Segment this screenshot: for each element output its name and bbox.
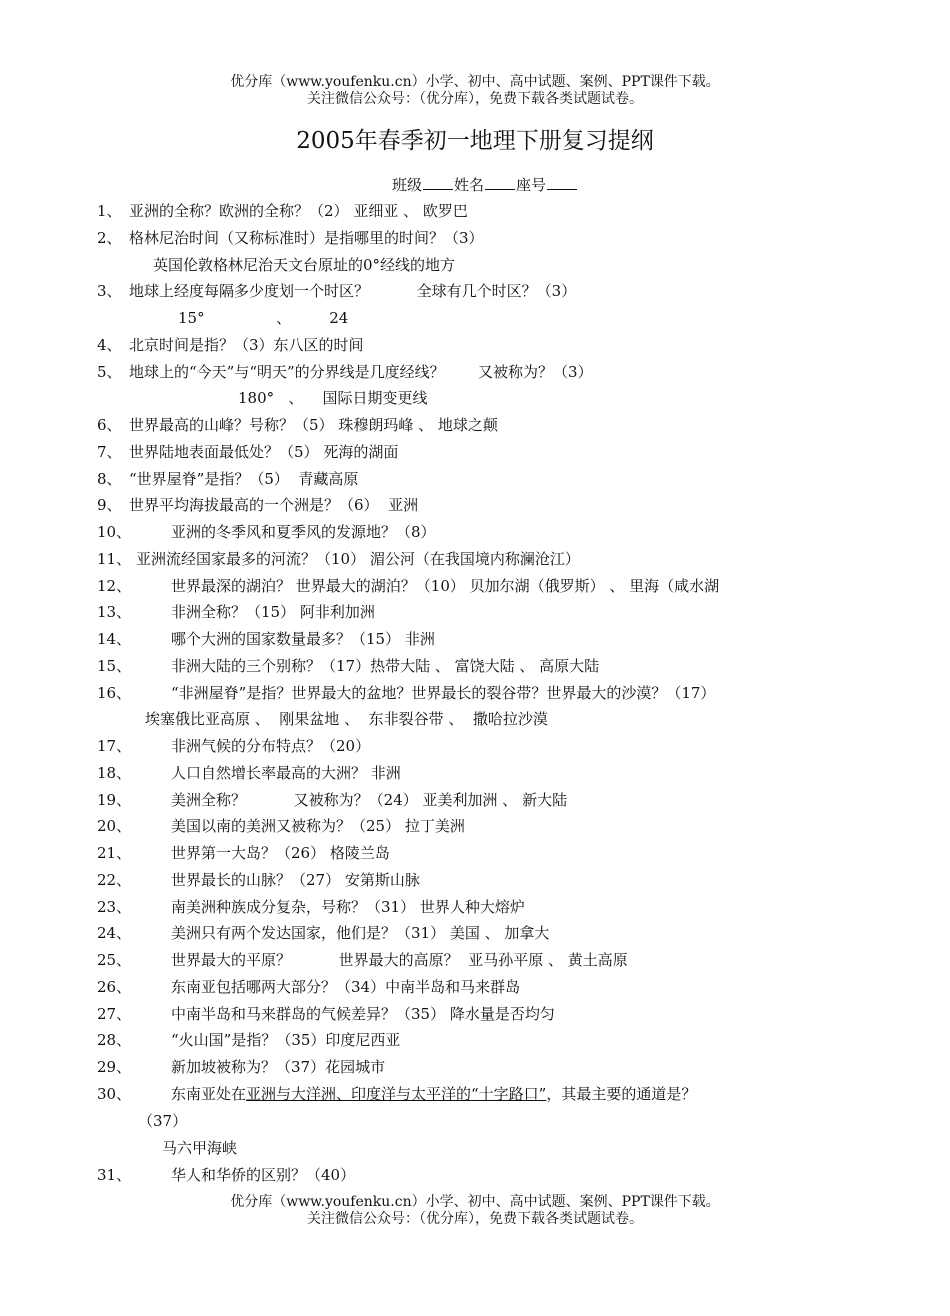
question-number: 1、 bbox=[97, 202, 122, 220]
question-number: 22、 bbox=[97, 870, 132, 889]
question-text: 世界平均海拔最高的一个洲是？（6） 亚洲 bbox=[129, 496, 419, 515]
seat-blank bbox=[547, 175, 577, 190]
question-text: 世界最长的山脉？（27） 安第斯山脉 bbox=[171, 870, 420, 889]
question-number: 21、 bbox=[97, 844, 132, 862]
footer-line-2: 关注微信公众号：（优分库），免费下载各类试题试卷。 bbox=[307, 1211, 643, 1227]
question-number: 16、 bbox=[97, 683, 132, 702]
question-text: 世界最大的平原？ 世界最大的高原？ 亚马孙平原 、 黄土高原 bbox=[171, 951, 628, 969]
question-text-post: ，其最主要的通道是？ bbox=[546, 1085, 697, 1103]
question-number: 12、 bbox=[97, 576, 132, 595]
question-text: 地球上经度每隔多少度划一个时区？ 全球有几个时区？（3） bbox=[129, 282, 577, 301]
question-text: 亚洲的全称？欧洲的全称？（2） 亚细亚 、 欧罗巴 bbox=[129, 202, 468, 220]
question-number: 10、 bbox=[97, 523, 132, 541]
question-text: 世界最深的湖泊？ 世界最大的湖泊？（10） 贝加尔湖（俄罗斯） 、 里海（咸水湖 bbox=[171, 576, 720, 595]
question-number: 11、 bbox=[97, 549, 132, 568]
question-text: 哪个大洲的国家数量最多？（15） 非洲 bbox=[171, 630, 435, 648]
question-number: 9、 bbox=[97, 496, 122, 515]
question-number: 28、 bbox=[97, 1031, 132, 1050]
question-number: 20、 bbox=[97, 817, 132, 836]
answer-text: 英国伦敦格林尼治天文台原址的0°经线的地方 bbox=[153, 255, 456, 274]
question-text: 美洲只有两个发达国家，他们是？（31） 美国 、 加拿大 bbox=[171, 924, 550, 943]
question-text: 非洲全称？（15） 阿非利加洲 bbox=[171, 603, 375, 622]
question-text: 中南半岛和马来群岛的气候差异？（35） 降水量是否均匀 bbox=[171, 1004, 555, 1023]
header-line-2: 关注微信公众号：（优分库），免费下载各类试题试卷。 bbox=[307, 91, 643, 107]
question-number: 6、 bbox=[97, 416, 122, 434]
answer-text: 埃塞俄比亚高原 、 刚果盆地 、 东非裂谷带 、 撒哈拉沙漠 bbox=[145, 710, 548, 729]
footer-line-1: 优分库（www.youfenku.cn）小学、初中、高中试题、案例、PPT课件下载。 bbox=[230, 1194, 720, 1210]
question-text: 世界最高的山峰？号称？（5） 珠穆朗玛峰 、 地球之颠 bbox=[129, 416, 498, 434]
question-number: 8、 bbox=[97, 469, 122, 488]
question-number: 4、 bbox=[97, 335, 122, 354]
document-title: 2005年春季初一地理下册复习提纲 bbox=[296, 128, 654, 154]
question-text: 非洲气候的分布特点？（20） bbox=[171, 737, 371, 755]
question-30-continuation: （37） bbox=[138, 1112, 188, 1130]
name-blank bbox=[485, 175, 515, 190]
student-info-fields bbox=[392, 175, 578, 195]
question-number: 13、 bbox=[97, 603, 132, 622]
seat-label: 座号 bbox=[516, 176, 547, 194]
name-label: 姓名 bbox=[454, 176, 485, 194]
question-number: 14、 bbox=[97, 630, 132, 648]
question-text: 非洲大陆的三个别称？（17）热带大陆 、 富饶大陆 、 高原大陆 bbox=[171, 656, 600, 675]
site-header bbox=[0, 74, 950, 108]
question-text: 北京时间是指？（3）东八区的时间 bbox=[129, 335, 364, 354]
question-text-pre: 东南亚处在 bbox=[171, 1085, 247, 1103]
question-number: 3、 bbox=[97, 282, 122, 301]
question-text: 地球上的“今天”与“明天”的分界线是几度经线？ 又被称为？（3） bbox=[129, 362, 593, 381]
question-number: 18、 bbox=[97, 763, 132, 782]
question-number: 24、 bbox=[97, 924, 132, 943]
question-text bbox=[171, 1084, 696, 1104]
question-number: 26、 bbox=[97, 977, 132, 996]
header-line-1: 优分库（www.youfenku.cn）小学、初中、高中试题、案例、PPT课件下载。 bbox=[230, 74, 720, 90]
question-number: 31、 bbox=[97, 1166, 132, 1184]
question-text: 人口自然增长率最高的大洲？ 非洲 bbox=[171, 763, 401, 782]
question-text: 华人和华侨的区别？（40） bbox=[171, 1166, 356, 1184]
question-number: 2、 bbox=[97, 228, 122, 247]
question-number: 17、 bbox=[97, 737, 132, 755]
question-number: 30、 bbox=[97, 1085, 132, 1103]
question-text: 世界第一大岛？（26） 格陵兰岛 bbox=[171, 844, 390, 862]
question-text: 亚洲的冬季风和夏季风的发源地？（8） bbox=[171, 523, 436, 541]
class-label: 班级 bbox=[392, 176, 423, 194]
question-text: 美国以南的美洲又被称为？（25） 拉丁美洲 bbox=[171, 817, 465, 836]
question-text: 东南亚包括哪两大部分？（34）中南半岛和马来群岛 bbox=[171, 977, 521, 996]
question-text: 新加坡被称为？（37）花园城市 bbox=[171, 1058, 386, 1076]
question-text: 格林尼治时间（又称标准时）是指哪里的时间？（3） bbox=[129, 228, 484, 247]
site-footer bbox=[0, 1194, 950, 1228]
question-text: 南美洲种族成分复杂，号称？（31） 世界人种大熔炉 bbox=[171, 897, 525, 916]
answer-text: 15° 、 24 bbox=[178, 309, 349, 327]
question-number: 15、 bbox=[97, 656, 132, 675]
question-number: 7、 bbox=[97, 442, 122, 461]
question-number: 23、 bbox=[97, 897, 132, 916]
class-blank bbox=[423, 175, 453, 190]
question-text: 世界陆地表面最低处？（5） 死海的湖面 bbox=[129, 442, 399, 461]
question-number: 5、 bbox=[97, 362, 122, 381]
question-number: 19、 bbox=[97, 790, 132, 809]
question-text: 亚洲流经国家最多的河流？（10） 湄公河（在我国境内称澜沧江） bbox=[136, 549, 580, 568]
underlined-phrase: 亚洲与大洋洲、印度洋与太平洋的“十字路口” bbox=[246, 1085, 547, 1103]
question-number: 29、 bbox=[97, 1058, 132, 1076]
question-number: 27、 bbox=[97, 1004, 132, 1023]
question-text: “世界屋脊”是指？（5） 青藏高原 bbox=[129, 469, 359, 488]
question-30-answer: 马六甲海峡 bbox=[162, 1139, 238, 1157]
question-text: “火山国”是指？（35）印度尼西亚 bbox=[171, 1031, 401, 1050]
question-text: 美洲全称？ 又被称为？（24） 亚美利加洲 、 新大陆 bbox=[171, 790, 568, 809]
question-text: “非洲屋脊”是指？世界最大的盆地？世界最长的裂谷带？世界最大的沙漠？（17） bbox=[171, 683, 716, 702]
question-number: 25、 bbox=[97, 951, 132, 969]
answer-text: 180° 、 国际日期变更线 bbox=[238, 389, 428, 408]
